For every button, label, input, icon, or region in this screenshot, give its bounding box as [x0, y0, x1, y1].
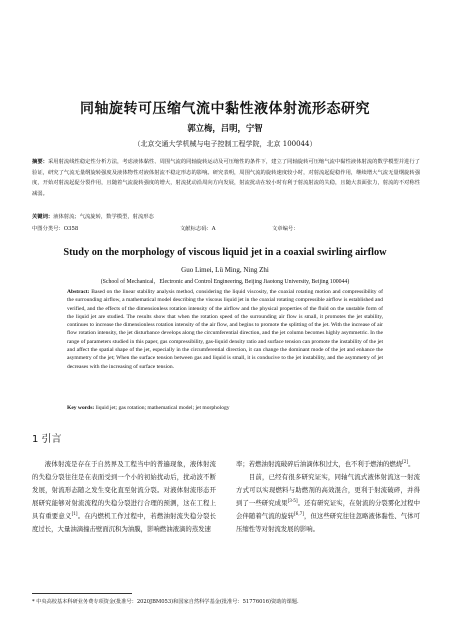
citation-ref-6-7[interactable]: [6,7] [294, 511, 304, 517]
english-title: Study on the morphology of viscous liquid jet in a coaxial swirling airflow [63, 247, 387, 258]
chinese-keywords-text: 液体射流；气流旋转，数学模型，射流形态 [53, 214, 154, 220]
chinese-title: 同轴旋转可压缩气流中黏性液体射流形态研究 [80, 101, 370, 117]
chinese-abstract-label: 摘要： [32, 159, 48, 165]
body-column-left [32, 458, 216, 537]
english-abstract-text: Based on the linear stability analysis method, considering the liquid viscosity, the coaxial rotating motion and compressibility of the surrounding airflow, a mathematical model describing the viscous liquid jet in the coaxial rotating compressible airflow is established and verified, and the effects of the dimensionless rotation intensity of the airflow and the physical properties of the fluid on the unstable form of the liquid jet are studied. The results show that when the rotation speed of the surrounding air flow is small, it promotes the jet stability, continues to increase the dimensionless rotation intensity of the air flow, and begins to promote the splitting of the jet. With the increase of air flow rotation intensity, the jet disturbance develops along the circumferential direction, and the jet column becomes highly asymmetric. In the range of parameters studied in this paper, gas compressibility, gas-liquid density ratio and surface tension can promote the instability of the jet and affect the spatial shape of the jet, especially in the circumferential direction, it can change the dominant mode of the jet and enhance the asymmetry of the jet; When the surface tension between gas and liquid is small, it is conducive to the jet instability, and the asymmetry of jet decreases with the increasing of surface tension. [67, 289, 383, 370]
section-heading-introduction: 1 引言 [32, 434, 62, 445]
english-abstract-label: Abstract: [67, 289, 90, 295]
english-keywords-label: Key words: [67, 405, 95, 411]
chinese-abstract [32, 157, 420, 200]
citation-ref-3-5[interactable]: [3-5] [287, 498, 298, 504]
intro-paragraph-1-continued: 率；若燃油射流破碎后油滴体积过大，也不利于燃油的燃烧[2]。 [236, 459, 415, 468]
english-keywords-text: liquid jet; gas rotation; mathematical model; jet morphology [95, 405, 230, 411]
funding-footnote: * 中央高校基本科研业务费专项资金(批准号：2020JBM053)和国家自然科学基金(批准号：51776016)资助的课题. [32, 599, 299, 605]
intro-paragraph-2: 目前，已经有很多研究证实，同轴气流式液体射流这一射流方式可以实现燃料与助燃剂的高效混合，更利于射流破碎，并得到了一些研究成果[3-5]。还有研究证实，在射流的分裂雾化过程中会伴随着气流的旋转[6,7]，但这些研究往往忽略液体黏性、气体可压缩性等对射流发展的影响。 [236, 473, 421, 534]
article-number: 文章编号： [272, 226, 299, 232]
english-abstract [67, 288, 383, 371]
clc-number: 中图分类号：O358 [32, 226, 79, 232]
chinese-abstract-text: 采用射流线性稳定性分析方法，考虑液体黏性、周围气流的同轴旋转运动及可压缩性的条件下，建立了同轴旋转可压缩气流中黏性液体射流的数学模型并进行了验证，研究了气流无量纲旋转强度及液体物性对液体射流不稳定形态的影响。研究表明，周围气流的旋转速度较小时，对射流起促稳作用，继续增大气流无量纲旋转强度，开始对射流起促分裂作用，且随着气流旋转强度的增大，射流扰动沿周向方向发展，射流扰动在较小时有利于射流射流的失稳，且随大表面张力，射流的不对称性减弱。 [32, 159, 420, 198]
citation-ref-2[interactable]: [2] [402, 459, 409, 464]
chinese-keywords [32, 212, 420, 222]
document-code: 文献标志码：A [180, 226, 216, 232]
english-affiliation: (School of Mechanical，Electronic and Control Engineering, Beijing Jiaotong University, Beijing 100044) [100, 279, 350, 285]
body-column-right [236, 458, 420, 537]
footnote-divider [32, 593, 132, 594]
chinese-authors: 郭立梅，吕明，宁智 [187, 123, 263, 133]
citation-ref-1[interactable]: [1] [71, 511, 78, 517]
english-keywords [67, 404, 383, 412]
english-authors: Guo Limei, Lü Ming, Ning Zhi [181, 266, 269, 274]
chinese-affiliation: （北京交通大学机械与电子控制工程学院，北京 100044） [133, 140, 317, 148]
intro-paragraph-1: 液体射流是存在于自然界及工程当中的普遍现象，液体射流的失稳分裂往往是在表面受到一个小的初始扰动后，扰动波不断发展，射流形态随之发生变化直至射流分裂。对液体射流形态开展研究能够对射流流程的失稳分裂进行合理的预测，这在工程上具有重要意义[1]。在内燃机工作过程中，若燃油射流失稳分裂长度过长，大量油滴撞击壁面沉积为油膜，影响燃油液滴的蒸发速 [32, 460, 217, 534]
chinese-keywords-label: 关键词： [32, 214, 54, 220]
